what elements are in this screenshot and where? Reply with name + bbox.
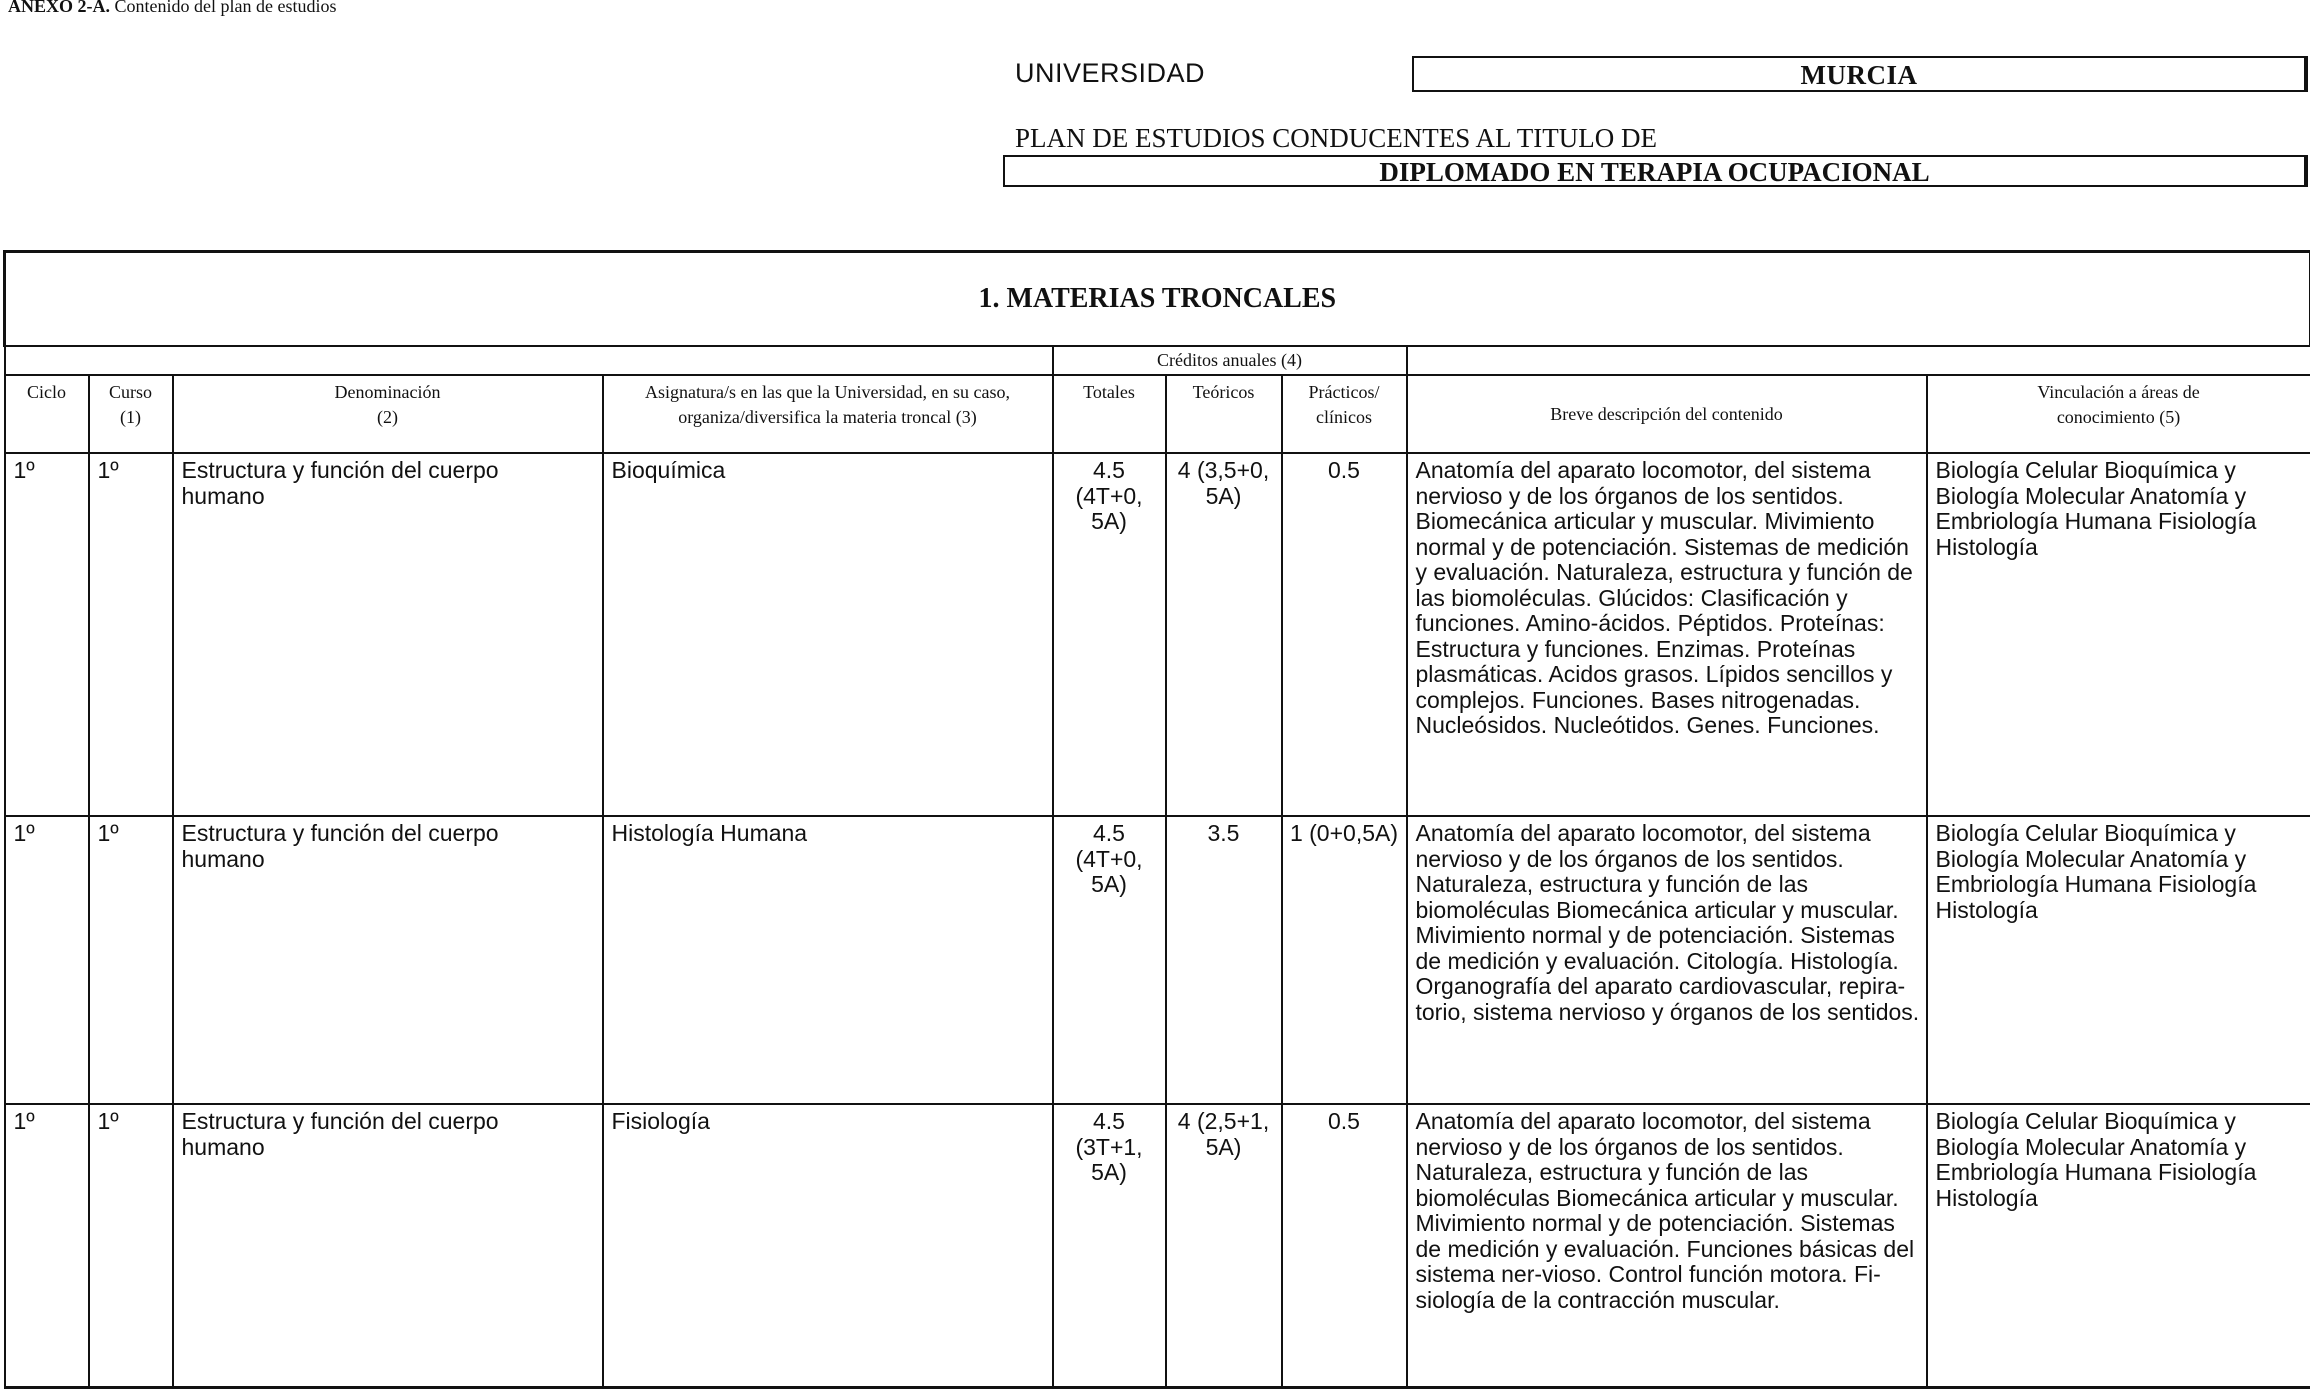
annex-text: Contenido del plan de estudios bbox=[115, 0, 337, 16]
col-header-vinculacion: Vinculación a áreas de conocimiento (5) bbox=[1927, 375, 2310, 453]
cell-descripcion: Anatomía del aparato locomotor, del sistema nervioso y de los órganos de los sentidos. Naturaleza, estructura y función de las biomoléculas Biomecánica articular y muscular. Mivimiento normal y de potenciación. Sistemas de medición y evaluación. Citología. Histología. Organografía del aparato cardiovascular, repira-torio, sistema nervioso y órganos de los sentidos. bbox=[1407, 816, 1927, 1104]
cell-vinculacion: Biología Celular Bioquímica y Biología Molecular Anatomía y Embriología Humana Fisiología Histología bbox=[1927, 1104, 2310, 1388]
cell-vinculacion: Biología Celular Bioquímica y Biología Molecular Anatomía y Embriología Humana Fisiología Histología bbox=[1927, 816, 2310, 1104]
cell-practicos: 1 (0+0,5A) bbox=[1282, 816, 1407, 1104]
plan-label: PLAN DE ESTUDIOS CONDUCENTES AL TITULO DE bbox=[1015, 123, 1657, 154]
cell-curso: 1º bbox=[89, 1104, 173, 1388]
cell-denominacion: Estructura y función del cuerpo humano bbox=[173, 816, 603, 1104]
university-label: UNIVERSIDAD bbox=[1015, 58, 1205, 89]
cell-ciclo: 1º bbox=[5, 816, 89, 1104]
cell-asignatura: Fisiología bbox=[603, 1104, 1053, 1388]
col-header-totales: Totales bbox=[1053, 375, 1166, 453]
degree-title-field: DIPLOMADO EN TERAPIA OCUPACIONAL bbox=[1003, 155, 2308, 187]
cell-curso: 1º bbox=[89, 816, 173, 1104]
cell-teoricos: 4 (3,5+0, 5A) bbox=[1166, 453, 1282, 816]
cell-ciclo: 1º bbox=[5, 1104, 89, 1388]
cell-denominacion: Estructura y función del cuerpo humano bbox=[173, 1104, 603, 1388]
cell-asignatura: Histología Humana bbox=[603, 816, 1053, 1104]
cell-teoricos: 3.5 bbox=[1166, 816, 1282, 1104]
cell-practicos: 0.5 bbox=[1282, 1104, 1407, 1388]
cell-asignatura: Bioquímica bbox=[603, 453, 1053, 816]
cell-vinculacion: Biología Celular Bioquímica y Biología Molecular Anatomía y Embriología Humana Fisiología Histología bbox=[1927, 453, 2310, 816]
cell-descripcion: Anatomía del aparato locomotor, del sistema nervioso y de los órganos de los sentidos. Biomecánica articular y muscular. Mivimiento normal y de potenciación. Sistemas de medición y evaluación. Naturaleza, estructura y función de las biomoléculas. Glúcidos: Clasificación y funciones. Amino-ácidos. Péptidos. Proteínas: Estructura y funciones. Enzimas. Proteínas plasmáticas. Acidos grasos. Lípidos sencillos y complejos. Funciones. Bases nitrogenadas. Nucleósidos. Nucleótidos. Genes. Funciones. bbox=[1407, 453, 1927, 816]
table-row bbox=[5, 453, 2310, 816]
col-header-ciclo bbox=[5, 375, 89, 453]
cell-practicos: 0.5 bbox=[1282, 453, 1407, 816]
col-header-denominacion bbox=[173, 375, 603, 453]
col-ciclo-label: Ciclo bbox=[27, 382, 66, 402]
col-denominacion-note: (2) bbox=[377, 407, 398, 427]
materias-troncales-table bbox=[3, 250, 2309, 1368]
header-spacer-right bbox=[1407, 346, 2310, 375]
col-header-asignatura: Asignatura/s en las que la Universidad, en su caso, organiza/diversifica la materia troncal (3) bbox=[603, 375, 1053, 453]
annex-label: ANEXO 2-A. bbox=[8, 0, 110, 16]
col-header-teoricos: Teóricos bbox=[1166, 375, 1282, 453]
col-header-descripcion: Breve descripción del contenido bbox=[1407, 375, 1927, 453]
header-spacer-left bbox=[5, 346, 1053, 375]
cell-denominacion: Estructura y función del cuerpo humano bbox=[173, 453, 603, 816]
cell-curso: 1º bbox=[89, 453, 173, 816]
cell-totales: 4.5 (4T+0, 5A) bbox=[1053, 816, 1166, 1104]
cell-ciclo: 1º bbox=[5, 453, 89, 816]
col-denominacion-label: Denominación bbox=[335, 382, 441, 402]
col-curso-label: Curso bbox=[109, 382, 152, 402]
section-title: 1. MATERIAS TRONCALES bbox=[5, 252, 2310, 347]
col-curso-note: (1) bbox=[120, 407, 141, 427]
table-row bbox=[5, 1104, 2310, 1388]
credits-group-header: Créditos anuales (4) bbox=[1053, 346, 1407, 375]
cell-totales: 4.5 (4T+0, 5A) bbox=[1053, 453, 1166, 816]
cell-totales: 4.5 (3T+1, 5A) bbox=[1053, 1104, 1166, 1388]
university-field: MURCIA bbox=[1412, 56, 2308, 92]
cell-teoricos: 4 (2,5+1, 5A) bbox=[1166, 1104, 1282, 1388]
col-header-curso bbox=[89, 375, 173, 453]
annex-caption bbox=[8, 0, 336, 17]
cell-descripcion: Anatomía del aparato locomotor, del sistema nervioso y de los órganos de los sentidos. Naturaleza, estructura y función de las biomoléculas Biomecánica articular y muscular. Mivimiento normal y de potenciación. Sistemas de medición y evaluación. Funciones básicas del sistema ner-vioso. Control función motora. Fi-siología de la contracción muscular. bbox=[1407, 1104, 1927, 1388]
col-header-practicos: Prácticos/ clínicos bbox=[1282, 375, 1407, 453]
table-row bbox=[5, 816, 2310, 1104]
